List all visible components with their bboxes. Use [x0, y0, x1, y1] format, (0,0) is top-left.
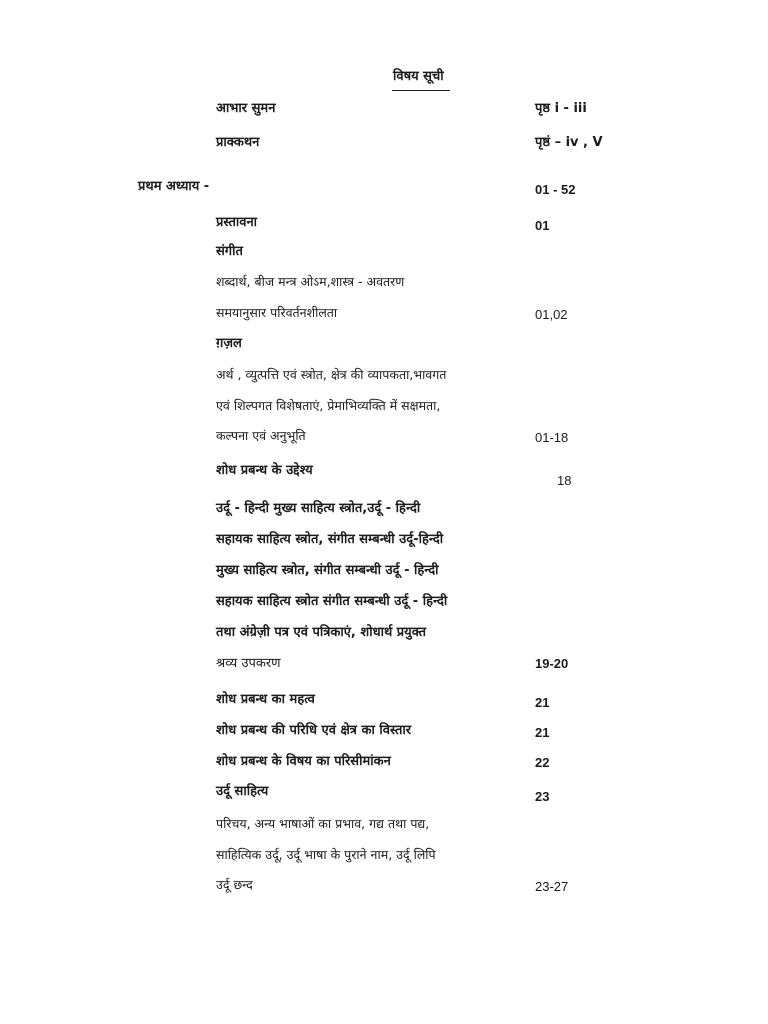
toc-entry-page: 01-18: [535, 430, 569, 445]
toc-section-heading: शोध प्रबन्ध के उद्देश्य: [216, 463, 313, 478]
toc-entry: उर्दू - हिन्दी मुख्य साहित्य स्त्रोत,उर्दू - हिन्दी: [216, 501, 421, 516]
toc-entry: शोध प्रबन्ध का महत्व: [216, 692, 315, 707]
front-item-page: पृष्ठं – iv , V: [535, 135, 603, 150]
toc-entry-page: 21: [535, 695, 550, 710]
toc-entry-page: 01,02: [535, 307, 568, 322]
toc-entry: परिचय, अन्य भाषाओं का प्रभाव, गद्य तथा पद्य,: [216, 816, 430, 831]
toc-entry: प्रस्तावना: [216, 215, 258, 230]
toc-entry: साहित्यिक उर्दू, उर्दू भाषा के पुराने नाम, उर्दू लिपि: [216, 847, 436, 862]
toc-section-heading: संगीत: [216, 244, 243, 259]
toc-entry-page: 21: [535, 725, 550, 740]
toc-section-heading: उर्दू साहित्य: [216, 784, 269, 799]
front-item-label: प्राक्कथन: [216, 135, 260, 150]
toc-entry-page: 22: [535, 755, 550, 770]
toc-entry: सहायक साहित्य स्त्रोत, संगीत सम्बन्धी उर्दू-हिन्दी: [216, 532, 444, 547]
toc-title: विषय सूची: [393, 69, 444, 84]
title-underline: [392, 90, 450, 91]
toc-entry-page: 23-27: [535, 879, 569, 894]
front-item-label: आभार सुमन: [216, 101, 276, 116]
toc-entry: उर्दू छन्द: [216, 877, 253, 892]
toc-entry-page: 01: [535, 218, 550, 233]
toc-entry: तथा अंग्रेज़ी पत्र एवं पत्रिकाएं, शोधार्थ प्रयुक्त: [216, 625, 427, 640]
toc-entry: मुख्य साहित्य स्त्रोत, संगीत सम्बन्धी उर्दू - हिन्दी: [216, 563, 439, 578]
toc-entry: शोध प्रबन्ध की परिधि एवं क्षेत्र का विस्तार: [216, 723, 412, 738]
toc-entry: एवं शिल्पगत विशेषताएं, प्रेमाभिव्यक्ति में सक्षमता,: [216, 398, 441, 413]
toc-entry-page: 23: [535, 789, 550, 804]
chapter-heading: प्रथम अध्याय -: [138, 179, 210, 194]
toc-entry: सहायक साहित्य स्त्रोत संगीत सम्बन्धी उर्दू - हिन्दी: [216, 594, 448, 609]
front-item-page: पृष्ठ i - iii: [535, 101, 587, 116]
toc-entry: अर्थ , व्युत्पत्ति एवं स्त्रोत, क्षेत्र की व्यापकता,भावगत: [216, 367, 447, 382]
toc-entry-page: 19-20: [535, 656, 569, 671]
toc-entry: श्रव्य उपकरण: [216, 656, 281, 671]
toc-entry: कल्पना एवं अनुभूति: [216, 428, 306, 443]
toc-entry: शोध प्रबन्ध के विषय का परिसीमांकन: [216, 754, 391, 769]
toc-section-heading: ग़ज़ल: [216, 336, 242, 351]
chapter-page-range: 01 - 52: [535, 182, 576, 197]
toc-entry: शब्दार्थ, बीज मन्त्र ओऽम,शास्त्र - अवतरण: [216, 274, 405, 289]
toc-entry-page: 18: [557, 473, 572, 488]
toc-entry: समयानुसार परिवर्तनशीलता: [216, 305, 338, 320]
